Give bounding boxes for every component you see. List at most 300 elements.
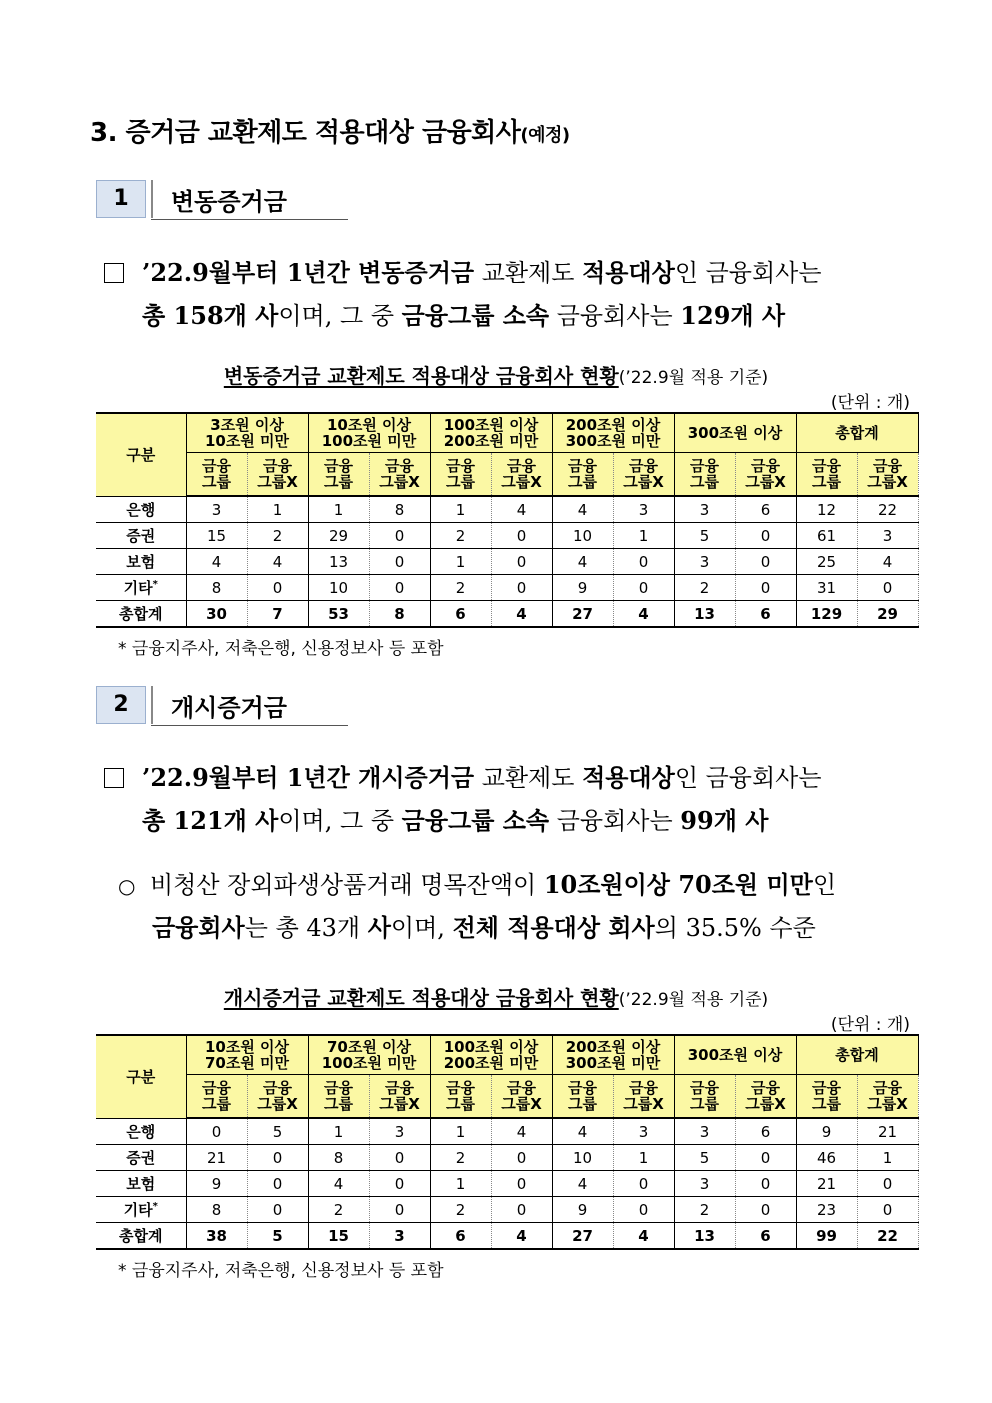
table-header-group <box>796 413 918 453</box>
table-row <box>96 1223 918 1250</box>
table-header-sub <box>857 1075 918 1119</box>
table-header-group <box>430 413 552 453</box>
table-cell: 2 <box>308 1197 369 1223</box>
table-cell: 0 <box>247 575 308 601</box>
table-cell: 8 <box>186 1197 247 1223</box>
table-1-title-note: (’22.9월 적용 기준) <box>618 368 769 388</box>
table-1-unit: (단위 : 개) <box>830 393 910 413</box>
table-row <box>96 496 918 523</box>
text-run: 전체 적용대상 회사 <box>452 913 655 942</box>
table-cell: 53 <box>308 601 369 628</box>
text-run: 변동증거금 <box>358 258 475 287</box>
table-cell: 129 <box>796 601 857 628</box>
sub-label-line2: 그룹 <box>202 473 231 491</box>
group-label-line2: 200조원 미만 <box>443 1054 539 1072</box>
table-cell: 2 <box>430 1145 491 1171</box>
table-cell: 4 <box>552 1171 613 1197</box>
table-2-footnote: * 금융지주사, 저축은행, 신용정보사 등 포함 <box>118 1261 444 1281</box>
section-1-underline <box>151 219 348 220</box>
table-cell: 13 <box>308 549 369 575</box>
text-run: 교환제도 <box>474 764 583 792</box>
table-cell: 0 <box>857 1197 918 1223</box>
sub-label-line1: 금융 <box>324 1079 353 1097</box>
table-cell: 1 <box>613 523 674 549</box>
group-label-line2: 70조원 미만 <box>204 1054 290 1072</box>
table-1-title <box>0 360 992 389</box>
table-header-sub <box>369 453 430 497</box>
table-cell: 31 <box>796 575 857 601</box>
table-header-sub <box>247 1075 308 1119</box>
group-label-line1: 200조원 이상 <box>565 416 661 434</box>
group-label-line1: 100조원 이상 <box>443 416 539 434</box>
table-cell: 6 <box>735 1118 796 1145</box>
text-run: 이며, <box>390 914 453 942</box>
table-header-group <box>796 1035 918 1075</box>
table-2 <box>96 1034 919 1250</box>
table-2-unit: (단위 : 개) <box>830 1015 910 1035</box>
table-header-sub <box>247 453 308 497</box>
row-label <box>96 1171 186 1197</box>
section-1-paragraph-line2 <box>142 296 785 336</box>
table-cell: 3 <box>674 1171 735 1197</box>
sub-label-line2: 그룹X <box>867 473 908 491</box>
sub-label-line1: 금융 <box>507 457 536 475</box>
page-title-main: 3. 증거금 교환제도 적용대상 금융회사 <box>90 118 521 148</box>
table-2-title-main: 개시증거금 교환제도 적용대상 금융회사 현황 <box>223 986 619 1010</box>
table-header-sub <box>674 1075 735 1119</box>
table-cell: 3 <box>674 1118 735 1145</box>
sub-label-line2: 그룹 <box>324 473 353 491</box>
sub-label-line2: 그룹 <box>446 1095 475 1113</box>
table-cell: 0 <box>613 1171 674 1197</box>
text-run: 10조원이상 70조원 미만 <box>543 870 813 899</box>
table-cell: 0 <box>491 1171 552 1197</box>
sub-label-line1: 금융 <box>568 1079 597 1097</box>
table-cell: 21 <box>186 1145 247 1171</box>
text-run: 비청산 장외파생상품거래 명목잔액이 <box>150 871 544 899</box>
table-header-sub <box>735 453 796 497</box>
table-header-group <box>552 413 674 453</box>
table-row <box>96 549 918 575</box>
table-cell: 23 <box>796 1197 857 1223</box>
sub-label-line2: 그룹X <box>745 1095 786 1113</box>
sub-label-line2: 그룹X <box>745 473 786 491</box>
sub-label-line1: 금융 <box>690 1079 719 1097</box>
table-cell: 22 <box>857 496 918 523</box>
table-header-sub <box>552 453 613 497</box>
table-cell: 9 <box>552 575 613 601</box>
table-header-group <box>674 1035 796 1075</box>
table-cell: 4 <box>491 601 552 628</box>
table-header-group <box>552 1035 674 1075</box>
group-label-line1: 총합계 <box>835 424 879 442</box>
text-run: 총 121개 사 <box>142 806 279 835</box>
table-cell: 0 <box>735 1145 796 1171</box>
sub-label-line1: 금융 <box>873 457 902 475</box>
table-cell: 4 <box>613 601 674 628</box>
table-header-sub <box>491 1075 552 1119</box>
sub-label-line2: 그룹 <box>568 473 597 491</box>
table-cell: 1 <box>430 549 491 575</box>
table-cell: 4 <box>613 1223 674 1250</box>
table-2-title <box>0 982 992 1011</box>
table-cell: 6 <box>735 601 796 628</box>
row-label-text: 총합계 <box>119 1227 163 1245</box>
table-cell: 10 <box>552 523 613 549</box>
table-header-group <box>308 413 430 453</box>
table-cell: 1 <box>857 1145 918 1171</box>
table-header-sub <box>186 453 247 497</box>
row-label <box>96 549 186 575</box>
table-header-sub <box>491 453 552 497</box>
checkbox-bullet-icon <box>104 768 124 788</box>
table-header-group <box>430 1035 552 1075</box>
table-cell: 0 <box>369 523 430 549</box>
table-cell: 3 <box>613 496 674 523</box>
table-cell: 29 <box>857 601 918 628</box>
table-header-group <box>186 1035 308 1075</box>
table-1-footnote: * 금융지주사, 저축은행, 신용정보사 등 포함 <box>118 639 444 659</box>
sub-label-line2: 그룹X <box>257 473 298 491</box>
text-run: 금융회사 <box>152 913 245 942</box>
table-cell: 13 <box>674 1223 735 1250</box>
table-cell: 27 <box>552 601 613 628</box>
table-row <box>96 601 918 628</box>
section-2-divider <box>151 686 153 724</box>
checkbox-bullet-icon <box>104 263 124 283</box>
group-label-line1: 10조원 이상 <box>204 1038 290 1056</box>
table-cell: 0 <box>613 549 674 575</box>
sub-label-line1: 금융 <box>385 457 414 475</box>
text-run: 금융그룹 소속 <box>401 301 550 330</box>
table-cell: 30 <box>186 601 247 628</box>
group-label-line1: 70조원 이상 <box>326 1038 412 1056</box>
group-label-line2: 300조원 미만 <box>565 432 661 450</box>
section-1-divider <box>151 180 153 218</box>
table-cell: 21 <box>857 1118 918 1145</box>
table-cell: 0 <box>369 575 430 601</box>
table-cell: 5 <box>247 1118 308 1145</box>
sub-label-line1: 금융 <box>629 457 658 475</box>
table-cell: 6 <box>735 1223 796 1250</box>
table-header-sub <box>186 1075 247 1119</box>
table-cell: 3 <box>674 549 735 575</box>
table-cell: 29 <box>308 523 369 549</box>
sub-label-line1: 금융 <box>263 1079 292 1097</box>
sub-label-line1: 금융 <box>202 1079 231 1097</box>
table-cell: 0 <box>735 1171 796 1197</box>
section-2-header <box>96 686 348 724</box>
table-cell: 9 <box>796 1118 857 1145</box>
table-cell: 1 <box>430 1171 491 1197</box>
sub-label-line1: 금융 <box>690 457 719 475</box>
table-cell: 4 <box>247 549 308 575</box>
sub-label-line2: 그룹 <box>202 1095 231 1113</box>
table-header-sub <box>308 1075 369 1119</box>
table-2-title-note: (’22.9월 적용 기준) <box>618 990 769 1010</box>
text-run: 개시증거금 <box>358 763 475 792</box>
sub-label-line1: 금융 <box>629 1079 658 1097</box>
text-run: 금융그룹 소속 <box>401 806 550 835</box>
group-label-line2: 10조원 미만 <box>204 432 290 450</box>
table-cell: 8 <box>369 496 430 523</box>
table-cell: 38 <box>186 1223 247 1250</box>
table-cell: 0 <box>369 1171 430 1197</box>
sub-label-line2: 그룹X <box>379 1095 420 1113</box>
table-header-sub <box>735 1075 796 1119</box>
table-cell: 2 <box>674 1197 735 1223</box>
table-row <box>96 1197 918 1223</box>
table-cell: 0 <box>613 1197 674 1223</box>
section-2-number: 2 <box>96 686 146 724</box>
section-2-bullet-line2 <box>152 908 816 948</box>
sub-label-line2: 그룹X <box>867 1095 908 1113</box>
sub-label-line2: 그룹X <box>379 473 420 491</box>
row-label <box>96 575 186 601</box>
text-run: 사 <box>367 913 391 942</box>
text-run: 교환제도 <box>474 259 583 287</box>
table-1-title-main: 변동증거금 교환제도 적용대상 금융회사 현황 <box>223 364 619 388</box>
table-cell: 0 <box>247 1171 308 1197</box>
table-header-group <box>674 413 796 453</box>
row-label <box>96 523 186 549</box>
table-cell: 0 <box>735 575 796 601</box>
table-cell: 8 <box>369 601 430 628</box>
table-cell: 0 <box>369 1197 430 1223</box>
table-cell: 12 <box>796 496 857 523</box>
table-row <box>96 523 918 549</box>
table-cell: 2 <box>247 523 308 549</box>
table-cell: 4 <box>552 549 613 575</box>
table-cell: 0 <box>857 1171 918 1197</box>
page-title <box>90 112 570 149</box>
group-label-line2: 300조원 미만 <box>565 1054 661 1072</box>
footnote-marker: * <box>152 1201 158 1212</box>
table-cell: 1 <box>308 496 369 523</box>
sub-label-line2: 그룹X <box>623 473 664 491</box>
table-cell: 0 <box>857 575 918 601</box>
section-2-underline <box>151 725 348 726</box>
row-label <box>96 1118 186 1145</box>
table-cell: 0 <box>247 1145 308 1171</box>
table-cell: 6 <box>430 601 491 628</box>
table-cell: 5 <box>247 1223 308 1250</box>
row-label <box>96 496 186 523</box>
sub-label-line1: 금융 <box>873 1079 902 1097</box>
table-cell: 9 <box>552 1197 613 1223</box>
table-header-group <box>186 413 308 453</box>
row-label <box>96 601 186 628</box>
table-cell: 99 <box>796 1223 857 1250</box>
table-header-sub <box>796 1075 857 1119</box>
row-label-text: 은행 <box>126 1122 156 1141</box>
table-header-sub <box>552 1075 613 1119</box>
section-1-number: 1 <box>96 180 146 218</box>
section-2-label: 개시증거금 <box>171 694 287 722</box>
sub-label-line1: 금융 <box>751 1079 780 1097</box>
group-label-line2: 100조원 미만 <box>321 1054 417 1072</box>
group-label-line1: 300조원 이상 <box>687 1046 783 1064</box>
sub-label-line1: 금융 <box>812 1079 841 1097</box>
table-cell: 4 <box>857 549 918 575</box>
section-2-bullet-line1 <box>118 865 836 906</box>
sub-label-line1: 금융 <box>812 457 841 475</box>
table-cell: 5 <box>674 1145 735 1171</box>
group-label-line2: 200조원 미만 <box>443 432 539 450</box>
sub-label-line2: 그룹X <box>501 473 542 491</box>
table-cell: 13 <box>674 601 735 628</box>
group-label-line1: 300조원 이상 <box>687 424 783 442</box>
text-run: 이며, 그 중 <box>278 302 402 330</box>
table-cell: 2 <box>674 575 735 601</box>
text-run: ’22.9월부터 1년간 <box>142 258 359 287</box>
table-cell: 0 <box>735 549 796 575</box>
text-run: 인 금융회사는 <box>674 259 822 287</box>
text-run: ’22.9월부터 1년간 <box>142 763 359 792</box>
table-cell: 0 <box>247 1197 308 1223</box>
sub-label-line2: 그룹 <box>324 1095 353 1113</box>
sub-label-line1: 금융 <box>446 1079 475 1097</box>
text-run: 의 35.5% 수준 <box>654 914 816 942</box>
footnote-marker: * <box>152 579 158 590</box>
row-label-text: 증권 <box>126 1149 156 1167</box>
section-1-label: 변동증거금 <box>171 188 287 216</box>
text-run: 이며, 그 중 <box>278 807 402 835</box>
table-header-sub <box>857 453 918 497</box>
row-label <box>96 1145 186 1171</box>
table-cell: 4 <box>552 496 613 523</box>
table-cell: 4 <box>552 1118 613 1145</box>
table-cell: 4 <box>308 1171 369 1197</box>
group-label-line2: 100조원 미만 <box>321 432 417 450</box>
table-row <box>96 1118 918 1145</box>
table-cell: 0 <box>491 549 552 575</box>
row-label-text: 보험 <box>126 553 156 571</box>
table-cell: 6 <box>735 496 796 523</box>
table-cell: 8 <box>186 575 247 601</box>
table-cell: 27 <box>552 1223 613 1250</box>
table-cell: 0 <box>491 1197 552 1223</box>
table-row <box>96 1171 918 1197</box>
sub-label-line2: 그룹 <box>690 1095 719 1113</box>
table-header-sub <box>430 453 491 497</box>
table-cell: 3 <box>369 1118 430 1145</box>
sub-label-line1: 금융 <box>263 457 292 475</box>
sub-label-line1: 금융 <box>324 457 353 475</box>
table-cell: 1 <box>247 496 308 523</box>
table-cell: 4 <box>491 1118 552 1145</box>
table-cell: 0 <box>369 1145 430 1171</box>
row-label-text: 증권 <box>126 527 156 545</box>
table-header-sub <box>674 453 735 497</box>
sub-label-line2: 그룹X <box>623 1095 664 1113</box>
table-cell: 0 <box>491 575 552 601</box>
sub-label-line2: 그룹 <box>690 473 719 491</box>
text-run: 인 금융회사는 <box>674 764 822 792</box>
table-cell: 15 <box>186 523 247 549</box>
text-run: 금융회사는 <box>549 302 681 330</box>
table-cell: 5 <box>674 523 735 549</box>
sub-label-line1: 금융 <box>507 1079 536 1097</box>
table-cell: 1 <box>430 496 491 523</box>
table-cell: 3 <box>857 523 918 549</box>
text-run: 적용대상 <box>582 258 675 287</box>
row-label-text: 총합계 <box>119 605 163 623</box>
group-label-line1: 3조원 이상 <box>210 416 284 434</box>
table-cell: 1 <box>430 1118 491 1145</box>
group-label-line1: 총합계 <box>835 1046 879 1064</box>
table-cell: 4 <box>186 549 247 575</box>
table-cell: 0 <box>735 1197 796 1223</box>
table-cell: 9 <box>186 1171 247 1197</box>
group-label-line1: 200조원 이상 <box>565 1038 661 1056</box>
sub-label-line2: 그룹X <box>257 1095 298 1113</box>
group-label-line1: 100조원 이상 <box>443 1038 539 1056</box>
table-cell: 22 <box>857 1223 918 1250</box>
table-cell: 8 <box>308 1145 369 1171</box>
table-header-sub <box>613 453 674 497</box>
sub-label-line2: 그룹 <box>446 473 475 491</box>
table-cell: 4 <box>491 1223 552 1250</box>
table-cell: 0 <box>369 549 430 575</box>
text-run: 는 총 43개 <box>244 914 368 942</box>
table-cell: 2 <box>430 523 491 549</box>
table-header-sub <box>430 1075 491 1119</box>
table-row <box>96 1145 918 1171</box>
table-header-sub <box>369 1075 430 1119</box>
table-header-rowhead: 구분 <box>96 1035 186 1118</box>
sub-label-line1: 금융 <box>385 1079 414 1097</box>
sub-label-line2: 그룹 <box>812 473 841 491</box>
table-cell: 21 <box>796 1171 857 1197</box>
text-run: 인 <box>812 871 837 899</box>
section-2-paragraph-line1 <box>104 758 822 798</box>
table-cell: 0 <box>613 575 674 601</box>
table-cell: 3 <box>674 496 735 523</box>
table-cell: 0 <box>491 1145 552 1171</box>
table-cell: 3 <box>186 496 247 523</box>
table-header-rowhead: 구분 <box>96 413 186 496</box>
table-header-group <box>308 1035 430 1075</box>
sub-label-line1: 금융 <box>751 457 780 475</box>
table-cell: 1 <box>613 1145 674 1171</box>
sub-label-line2: 그룹 <box>568 1095 597 1113</box>
section-2-paragraph-line2 <box>142 801 768 841</box>
table-cell: 61 <box>796 523 857 549</box>
table-cell: 6 <box>430 1223 491 1250</box>
row-label-text: 보험 <box>126 1175 156 1193</box>
sub-label-line2: 그룹 <box>812 1095 841 1113</box>
page-title-suffix: (예정) <box>520 125 570 146</box>
row-label-text: 기타 <box>123 1201 153 1219</box>
group-label-line1: 10조원 이상 <box>326 416 412 434</box>
text-run: 129개 사 <box>680 301 786 330</box>
table-1 <box>96 412 919 628</box>
table-cell: 3 <box>613 1118 674 1145</box>
sub-label-line1: 금융 <box>446 457 475 475</box>
table-cell: 3 <box>369 1223 430 1250</box>
table-cell: 15 <box>308 1223 369 1250</box>
circle-bullet-icon: ○ <box>118 874 136 898</box>
text-run: 적용대상 <box>582 763 675 792</box>
table-cell: 10 <box>308 575 369 601</box>
sub-label-line2: 그룹X <box>501 1095 542 1113</box>
text-run: 총 158개 사 <box>142 301 279 330</box>
section-1-header <box>96 180 348 218</box>
table-cell: 1 <box>308 1118 369 1145</box>
table-cell: 10 <box>552 1145 613 1171</box>
table-cell: 4 <box>491 496 552 523</box>
